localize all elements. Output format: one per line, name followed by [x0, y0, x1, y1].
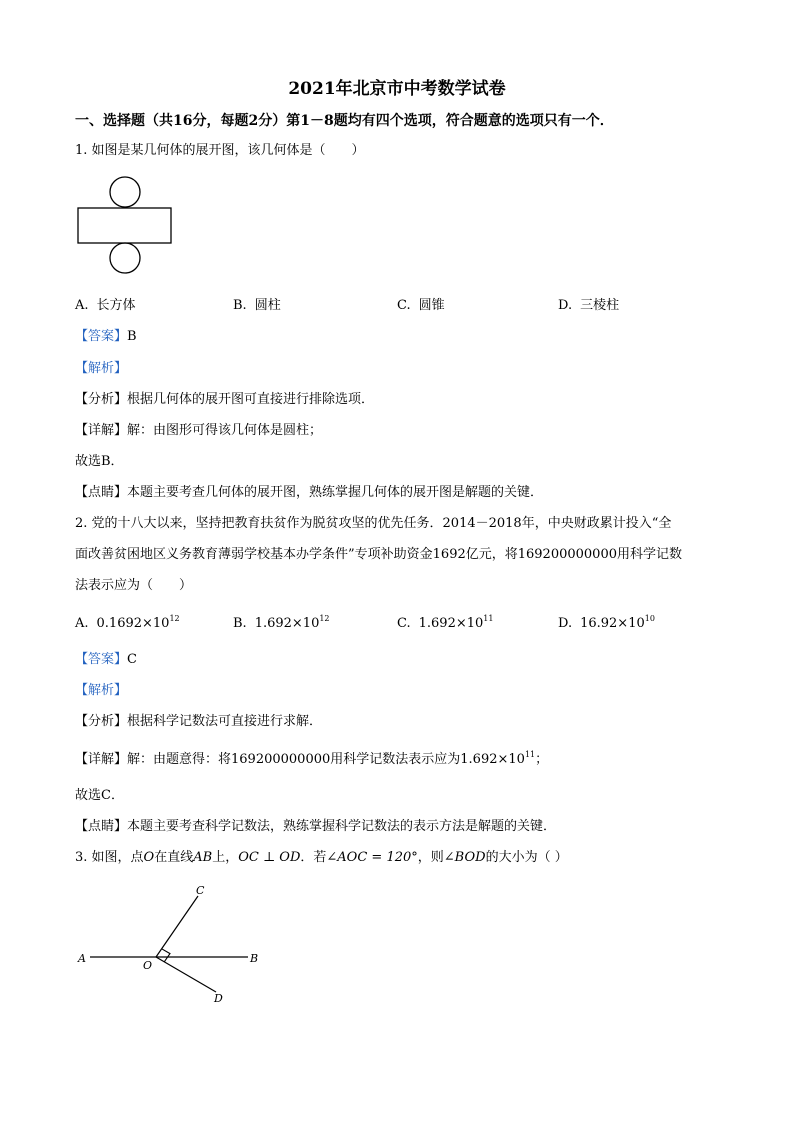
option-letter: A.: [75, 616, 89, 631]
q1-xiangjie: [75, 423, 322, 439]
fenxi-text: 根据科学记数法可直接进行求解．: [127, 714, 323, 729]
answer-value: C: [127, 652, 137, 667]
bottom-circle: [110, 243, 140, 273]
side-rectangle: [78, 208, 171, 243]
section-heading: 一、选择题（共16分，每题2分）第1－8题均有四个选项，符合题意的选项只有一个．: [75, 113, 614, 129]
option-letter: C.: [397, 616, 411, 631]
option-base: 0.1692×10: [96, 616, 170, 631]
q3-stem: [75, 850, 568, 866]
fenxi-tag: 【分析】: [75, 714, 128, 729]
q1-dianjing: [75, 485, 543, 501]
option-base: 16.92×10: [580, 616, 645, 631]
stem-part: 在直线: [154, 850, 194, 865]
cylinder-net-figure: [70, 174, 180, 276]
option-letter: A.: [75, 298, 89, 313]
option-exponent: 10: [644, 614, 655, 623]
q2-stem-line1: 2. 党的十八大以来，坚持把教育扶贫作为脱贫攻坚的优先任务．2014－2018年，中央财政累计投入“全: [75, 516, 672, 531]
option-letter: C.: [397, 298, 411, 313]
answer-value: B: [127, 329, 137, 344]
q2-stem-line2: 面改善贫困地区义务教育薄弱学校基本办学条件”专项补助资金1692亿元，将169200000000用科学记数: [75, 547, 682, 562]
point-o: O: [143, 850, 155, 865]
label-a: A: [78, 952, 86, 965]
stem-part: 的大小为（ ）: [485, 850, 568, 865]
label-d: D: [214, 992, 223, 1005]
option-text: 圆锥: [418, 298, 445, 313]
label-c: C: [196, 884, 205, 897]
option-letter: D.: [558, 616, 573, 631]
fenxi-text: 根据几何体的展开图可直接进行排除选项．: [127, 392, 375, 407]
q2-option-a: [75, 616, 180, 632]
label-o: O: [143, 959, 153, 972]
option-base: 1.692×10: [254, 616, 320, 631]
option-text: 三棱柱: [580, 298, 620, 313]
ray-oc: [156, 896, 198, 957]
dianjing-tag: 【点睛】: [75, 819, 128, 834]
q2-option-b: [233, 616, 330, 632]
q2-option-c: [397, 616, 493, 632]
option-letter: D.: [558, 298, 573, 313]
q1-option-d: [558, 298, 619, 314]
answer-tag: 【答案】: [75, 329, 128, 344]
xiangjie-text: 解：由题意得：将169200000000用科学记数法表示应为: [127, 752, 461, 767]
xiangjie-exponent: 11: [524, 750, 536, 759]
angle-bod-expr: ∠BOD: [443, 850, 486, 865]
q2-choose: 故选C．: [75, 788, 124, 803]
line-ab: AB: [193, 850, 213, 865]
top-circle: [110, 177, 140, 207]
q1-fenxi: [75, 392, 374, 408]
option-exponent: 12: [319, 614, 330, 623]
dianjing-text: 本题主要考查几何体的展开图，熟练掌握几何体的展开图是解题的关键．: [127, 485, 544, 500]
xiangjie-post: ；: [535, 752, 549, 767]
angle-aoc-expr: ∠AOC = 120°: [326, 850, 418, 865]
fenxi-tag: 【分析】: [75, 392, 128, 407]
q1-choose: 故选B．: [75, 454, 124, 469]
q2-analysis-tag: 【解析】: [75, 683, 128, 698]
q1-option-c: [397, 298, 445, 314]
q2-dianjing: [75, 819, 556, 835]
dianjing-text: 本题主要考查科学记数法，熟练掌握科学记数法的表示方法是解题的关键．: [127, 819, 557, 834]
ray-od: [156, 957, 216, 992]
q2-option-d: [558, 616, 655, 632]
stem-part: ，则: [417, 850, 444, 865]
q1-stem: 1. 如图是某几何体的展开图，该几何体是（ ）: [75, 143, 365, 158]
right-angle-mark: [162, 949, 170, 962]
stem-part: ．若: [300, 850, 327, 865]
option-text: 长方体: [96, 298, 136, 313]
xiangjie-text: 解：由图形可得该几何体是圆柱；: [127, 423, 323, 438]
option-exponent: 11: [483, 614, 494, 623]
q1-analysis-tag: 【解析】: [75, 361, 128, 376]
option-letter: B.: [233, 616, 247, 631]
option-exponent: 12: [169, 614, 180, 623]
answer-tag: 【答案】: [75, 652, 128, 667]
q1-option-a: [75, 298, 136, 314]
q2-fenxi: [75, 714, 322, 730]
q2-xiangjie: [75, 752, 548, 768]
label-b: B: [250, 952, 259, 965]
q1-answer: [75, 329, 137, 345]
angle-figure: [70, 880, 270, 1010]
page-title: 2021年北京市中考数学试卷: [288, 79, 506, 99]
xiangjie-tag: 【详解】: [75, 752, 128, 767]
q1-option-b: [233, 298, 281, 314]
q2-answer: [75, 652, 137, 668]
dianjing-tag: 【点睛】: [75, 485, 128, 500]
stem-part: 3. 如图，点: [75, 850, 144, 865]
perpendicular-expr: OC ⊥ OD: [238, 850, 301, 865]
q2-stem-line3: 法表示应为（ ）: [75, 578, 193, 593]
option-base: 1.692×10: [418, 616, 484, 631]
xiangjie-tag: 【详解】: [75, 423, 128, 438]
stem-part: 上，: [212, 850, 239, 865]
xiangjie-base: 1.692×10: [460, 752, 525, 767]
option-text: 圆柱: [254, 298, 281, 313]
option-letter: B.: [233, 298, 247, 313]
